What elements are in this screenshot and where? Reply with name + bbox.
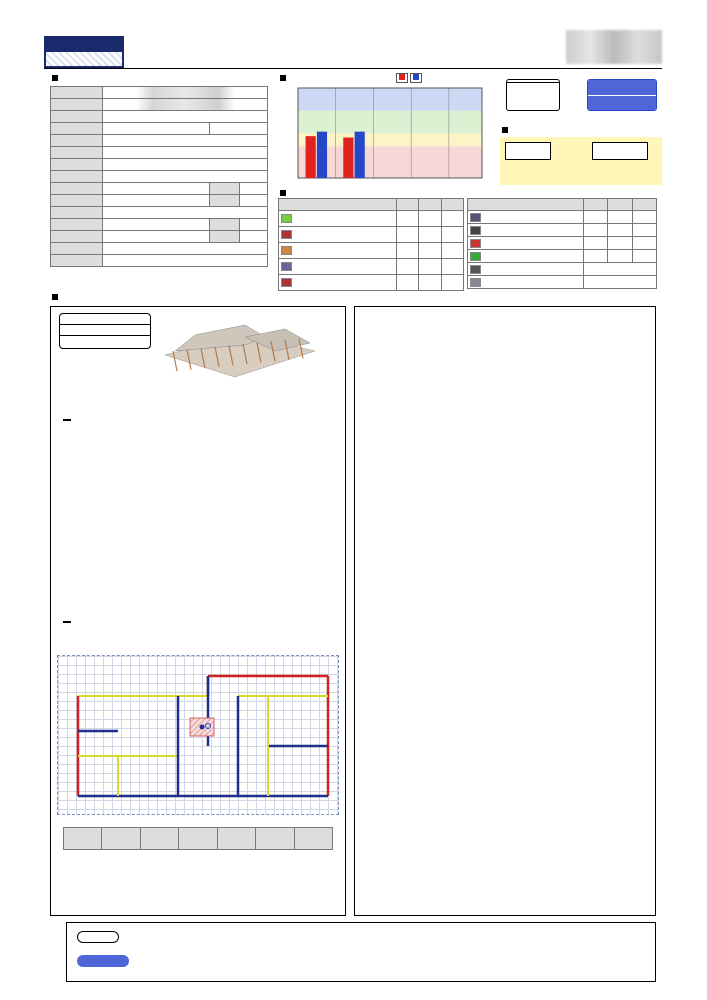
house-3d-view xyxy=(155,321,325,381)
work-table-left xyxy=(278,198,464,291)
work-row xyxy=(468,237,657,250)
work-item xyxy=(468,211,584,224)
overview-value xyxy=(103,99,268,111)
chart-legend xyxy=(396,73,422,83)
work-value xyxy=(584,250,608,263)
score-bar xyxy=(355,132,365,178)
work-header xyxy=(608,199,632,211)
logo-blurred xyxy=(566,30,662,64)
header-rule xyxy=(44,68,662,69)
work-value xyxy=(441,211,463,227)
result-header xyxy=(217,828,255,850)
result-header xyxy=(256,828,294,850)
work-icon xyxy=(281,214,292,223)
work-item xyxy=(279,227,397,243)
total-compare-panel xyxy=(500,137,662,185)
work-item xyxy=(279,259,397,275)
overview-value xyxy=(103,207,268,219)
overview-row xyxy=(51,123,268,135)
work-value-merged xyxy=(584,276,657,289)
overview-row xyxy=(51,147,268,159)
overview-value xyxy=(103,255,268,267)
work-icon xyxy=(281,230,292,239)
total-before xyxy=(505,142,551,160)
work-icon xyxy=(470,226,481,235)
overview-row xyxy=(51,159,268,171)
work-row xyxy=(468,250,657,263)
score-zone xyxy=(298,111,482,134)
overview-row xyxy=(51,195,268,207)
work-value xyxy=(608,250,632,263)
overview-table xyxy=(50,86,268,267)
work-row xyxy=(468,224,657,237)
legend-plan-label xyxy=(77,955,129,967)
overview-value xyxy=(103,111,268,123)
work-table-right xyxy=(467,198,657,289)
overview-value xyxy=(103,243,268,255)
overview-label xyxy=(51,171,103,183)
overview-label xyxy=(51,243,103,255)
result-header-row xyxy=(64,828,333,850)
work-table-heading xyxy=(280,188,289,198)
overview-value xyxy=(103,219,210,231)
overview-row xyxy=(51,171,268,183)
overview-label xyxy=(51,219,103,231)
overview-value xyxy=(103,135,268,147)
overview-label xyxy=(51,111,103,123)
floor2-label xyxy=(63,419,71,421)
work-icon xyxy=(281,278,292,287)
status-plan-value xyxy=(588,95,656,111)
overview-row xyxy=(51,87,268,99)
work-header xyxy=(632,199,656,211)
overview-row xyxy=(51,99,268,111)
overview-coef-label xyxy=(210,195,240,207)
work-item xyxy=(468,224,584,237)
work-value xyxy=(419,243,441,259)
work-value xyxy=(632,237,656,250)
work-value xyxy=(441,259,463,275)
work-icon xyxy=(470,239,481,248)
work-item xyxy=(279,211,397,227)
work-value xyxy=(441,243,463,259)
right-plan-panel xyxy=(354,306,656,916)
work-item xyxy=(468,250,584,263)
overview-value xyxy=(103,183,210,195)
legend-plan-items xyxy=(137,953,657,975)
work-value xyxy=(441,227,463,243)
work-value xyxy=(397,259,419,275)
overview-label xyxy=(51,123,103,135)
plan-badge-value xyxy=(60,325,150,336)
work-value xyxy=(608,224,632,237)
work-row xyxy=(279,211,464,227)
work-header xyxy=(441,199,463,211)
overview-label xyxy=(51,207,103,219)
overview-value xyxy=(103,195,210,207)
legend-current-items xyxy=(137,931,657,945)
plan-badge-desc xyxy=(60,336,150,348)
floor1-label xyxy=(63,621,71,623)
work-value xyxy=(441,275,463,291)
left-plan-panel xyxy=(50,306,346,916)
total-compare-heading xyxy=(502,125,511,135)
work-icon xyxy=(470,213,481,222)
work-value xyxy=(584,237,608,250)
work-value xyxy=(632,250,656,263)
result-header xyxy=(102,828,140,850)
overview-label xyxy=(51,87,103,99)
overview-value xyxy=(103,123,210,135)
work-value xyxy=(397,275,419,291)
legend-panel xyxy=(66,922,656,982)
overview-row xyxy=(51,255,268,267)
work-header-row xyxy=(468,199,657,211)
overview-value xyxy=(103,87,268,99)
status-current-box xyxy=(506,79,560,111)
status-plan-label xyxy=(588,80,656,95)
plan-section-heading xyxy=(52,292,61,302)
floor1-plan-grid xyxy=(57,655,339,815)
work-icon xyxy=(470,252,481,261)
work-value-merged xyxy=(584,263,657,276)
overview-coef xyxy=(240,231,268,243)
overview-label xyxy=(51,159,103,171)
work-icon xyxy=(470,265,481,274)
overview-coef-label xyxy=(210,231,240,243)
overview-extra xyxy=(210,123,268,135)
work-value xyxy=(584,224,608,237)
work-value xyxy=(632,211,656,224)
work-icon xyxy=(470,278,481,287)
plan-score-badge xyxy=(59,313,151,349)
plan-badge-title xyxy=(60,314,150,325)
work-item xyxy=(468,237,584,250)
score-bar xyxy=(317,132,327,178)
overview-label xyxy=(51,255,103,267)
overview-row xyxy=(51,183,268,195)
overview-label xyxy=(51,183,103,195)
overview-row xyxy=(51,219,268,231)
work-header xyxy=(468,199,584,211)
work-row xyxy=(468,211,657,224)
overview-heading xyxy=(52,73,61,83)
overview-value xyxy=(103,231,210,243)
score-bar xyxy=(306,136,316,178)
overview-row xyxy=(51,207,268,219)
overview-coef xyxy=(240,219,268,231)
work-icon xyxy=(281,262,292,271)
legend-current-label xyxy=(77,931,119,943)
result-header xyxy=(179,828,217,850)
status-current-value xyxy=(507,82,559,84)
work-row xyxy=(279,243,464,259)
overview-value xyxy=(103,147,268,159)
method-badge xyxy=(44,36,124,68)
overview-label xyxy=(51,147,103,159)
overview-label xyxy=(51,231,103,243)
overview-label xyxy=(51,195,103,207)
work-icon xyxy=(281,246,292,255)
work-header xyxy=(279,199,397,211)
method-line1 xyxy=(46,38,122,52)
overview-row xyxy=(51,135,268,147)
work-row xyxy=(468,263,657,276)
overview-coef xyxy=(240,195,268,207)
work-row xyxy=(279,275,464,291)
overview-label xyxy=(51,99,103,111)
legend-swatch-plan xyxy=(413,74,419,80)
overview-coef xyxy=(240,183,268,195)
center-of-gravity xyxy=(200,725,205,730)
work-value xyxy=(608,237,632,250)
overview-coef-label xyxy=(210,219,240,231)
result-header xyxy=(294,828,332,850)
work-value xyxy=(632,224,656,237)
work-row xyxy=(279,227,464,243)
status-plan-box xyxy=(587,79,657,111)
score-chart xyxy=(278,84,486,190)
work-value xyxy=(397,211,419,227)
result-header xyxy=(140,828,178,850)
method-line2 xyxy=(46,52,122,66)
overview-row xyxy=(51,111,268,123)
work-header xyxy=(584,199,608,211)
score-chart-heading xyxy=(280,73,289,83)
overview-row xyxy=(51,231,268,243)
overview-label xyxy=(51,135,103,147)
work-value xyxy=(419,211,441,227)
work-item xyxy=(468,263,584,276)
work-header-row xyxy=(279,199,464,211)
score-zone xyxy=(298,88,482,111)
overview-value xyxy=(103,159,268,171)
work-header xyxy=(419,199,441,211)
work-value xyxy=(584,211,608,224)
plan-result-table xyxy=(63,827,333,850)
work-value xyxy=(397,227,419,243)
work-value xyxy=(419,259,441,275)
work-header xyxy=(397,199,419,211)
result-header xyxy=(64,828,102,850)
work-value xyxy=(419,227,441,243)
work-item xyxy=(468,276,584,289)
work-value xyxy=(397,243,419,259)
work-item xyxy=(279,275,397,291)
floor1-plan-drawing xyxy=(58,656,340,816)
score-bar xyxy=(343,138,353,179)
work-value xyxy=(419,275,441,291)
overview-row xyxy=(51,243,268,255)
work-row xyxy=(279,259,464,275)
legend-swatch-current xyxy=(399,74,405,80)
work-item xyxy=(279,243,397,259)
work-value xyxy=(608,211,632,224)
overview-value xyxy=(103,171,268,183)
total-after xyxy=(592,142,648,160)
overview-coef-label xyxy=(210,183,240,195)
work-row xyxy=(468,276,657,289)
